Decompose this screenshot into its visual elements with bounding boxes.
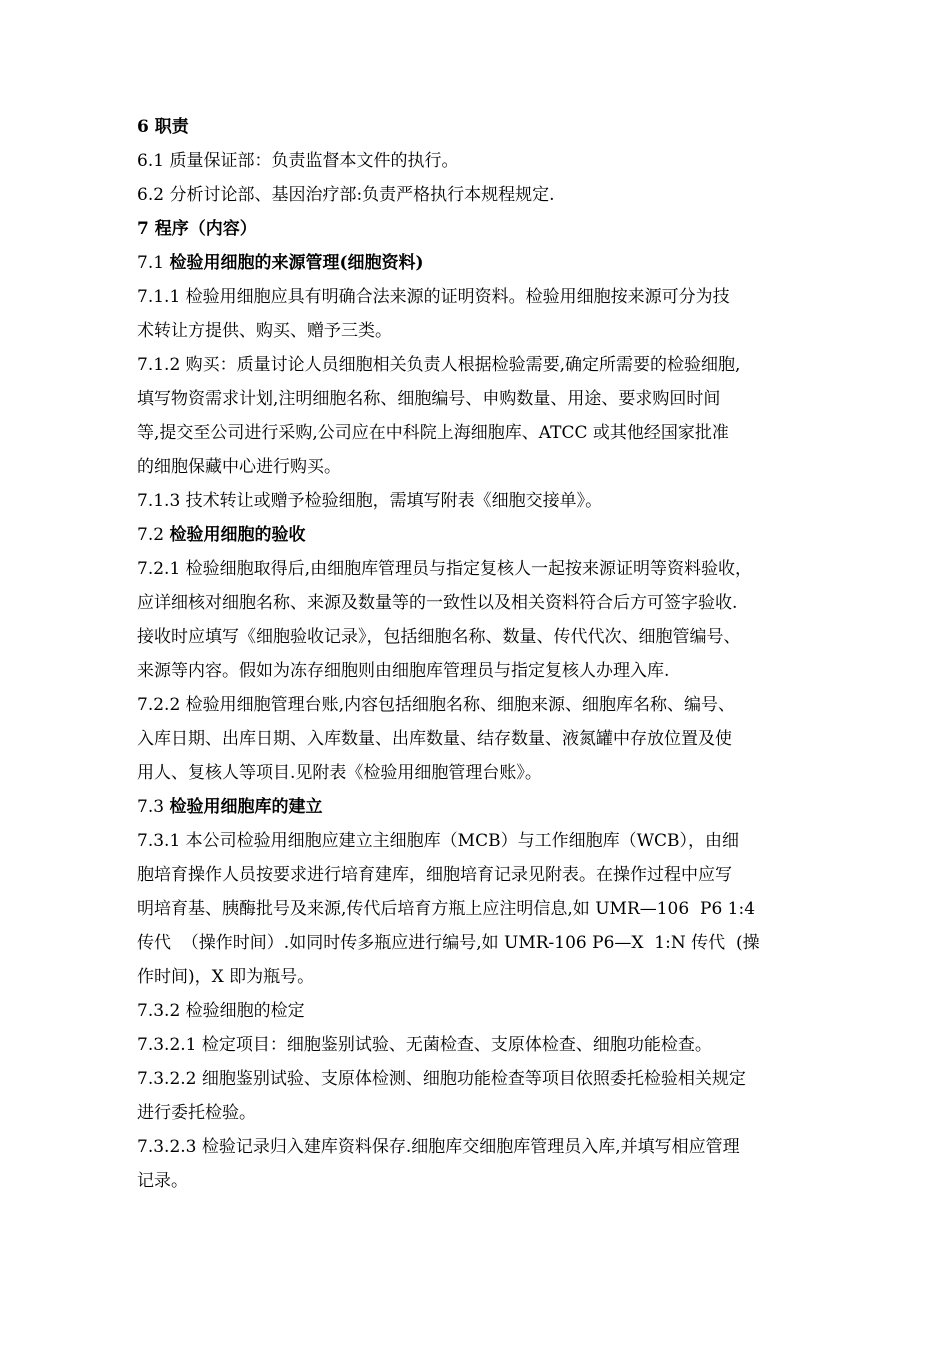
heading-7-2: 7.2 检验用细胞的验收 [137,525,306,545]
paragraph-7-3-2-2: 7.3.2.2 细胞鉴别试验、支原体检测、细胞功能检查等项目依照委托检验相关规定 进行委托检验。 [137,1069,746,1123]
heading-7: 7 程序（内容） [137,219,257,239]
paragraph-7-3-2-3: 7.3.2.3 检验记录归入建库资料保存.细胞库交细胞库管理员入库,并填写相应管理 记录。 [137,1137,740,1191]
paragraph-6-1: 6.1 质量保证部：负责监督本文件的执行。 [137,151,459,171]
heading-7-3: 7.3 检验用细胞库的建立 [137,797,323,817]
paragraph-7-3-1: 7.3.1 本公司检验用细胞应建立主细胞库（MCB）与工作细胞库（WCB），由细 胞培育操作人员按要求进行培育建库，细胞培育记录见附表。在操作过程中应写 明培育基、胰酶批号及来源,传代后培育方瓶上应注明信息,如 UMR—106 P6 1:4 传代 （操作时间）.如同时传多瓶应进行编号,如 UMR-106 P6—X 1:N 传代 (操 作时间)，X 即为瓶号。 [137,831,760,987]
paragraph-7-3-2-1: 7.3.2.1 检定项目：细胞鉴别试验、无菌检查、支原体检查、细胞功能检查。 [137,1035,712,1055]
paragraph-7-3-2: 7.3.2 检验细胞的检定 [137,1001,305,1021]
paragraph-7-2-1: 7.2.1 检验细胞取得后,由细胞库管理员与指定复核人一起按来源证明等资料验收， 应详细核对细胞名称、来源及数量等的一致性以及相关资料符合后方可签字验收. 接收时应填写《细胞验收记录》，包括细胞名称、数量、传代代次、细胞管编号、 来源等内容。假如为冻存细胞则由细胞库管理员与指定复核人办理入库. [137,559,753,681]
heading-7-1: 7.1 检验用细胞的来源管理(细胞资料) [137,253,424,273]
paragraph-7-1-2: 7.1.2 购买：质量讨论人员细胞相关负责人根据检验需要,确定所需要的检验细胞, 填写物资需求计划,注明细胞名称、细胞编号、申购数量、用途、要求购回时间 等,提交至公司进行采购,公司应在中科院上海细胞库、ATCC 或其他经国家批准 的细胞保藏中心进行购买。 [137,355,741,477]
paragraph-7-1-3: 7.1.3 技术转让或赠予检验细胞，需填写附表《细胞交接单》。 [137,491,603,511]
paragraph-6-2: 6.2 分析讨论部、基因治疗部:负责严格执行本规程规定. [137,185,555,205]
heading-6: 6 职责 [137,117,189,137]
document-body [137,110,837,1198]
paragraph-7-1-1: 7.1.1 检验用细胞应具有明确合法来源的证明资料。检验用细胞按来源可分为技 术转让方提供、购买、赠予三类。 [137,287,730,341]
paragraph-7-2-2: 7.2.2 检验用细胞管理台账,内容包括细胞名称、细胞来源、细胞库名称、编号、 入库日期、出库日期、入库数量、出库数量、结存数量、液氮罐中存放位置及使 用人、复核人等项目.见附表《检验用细胞管理台账》。 [137,695,736,783]
